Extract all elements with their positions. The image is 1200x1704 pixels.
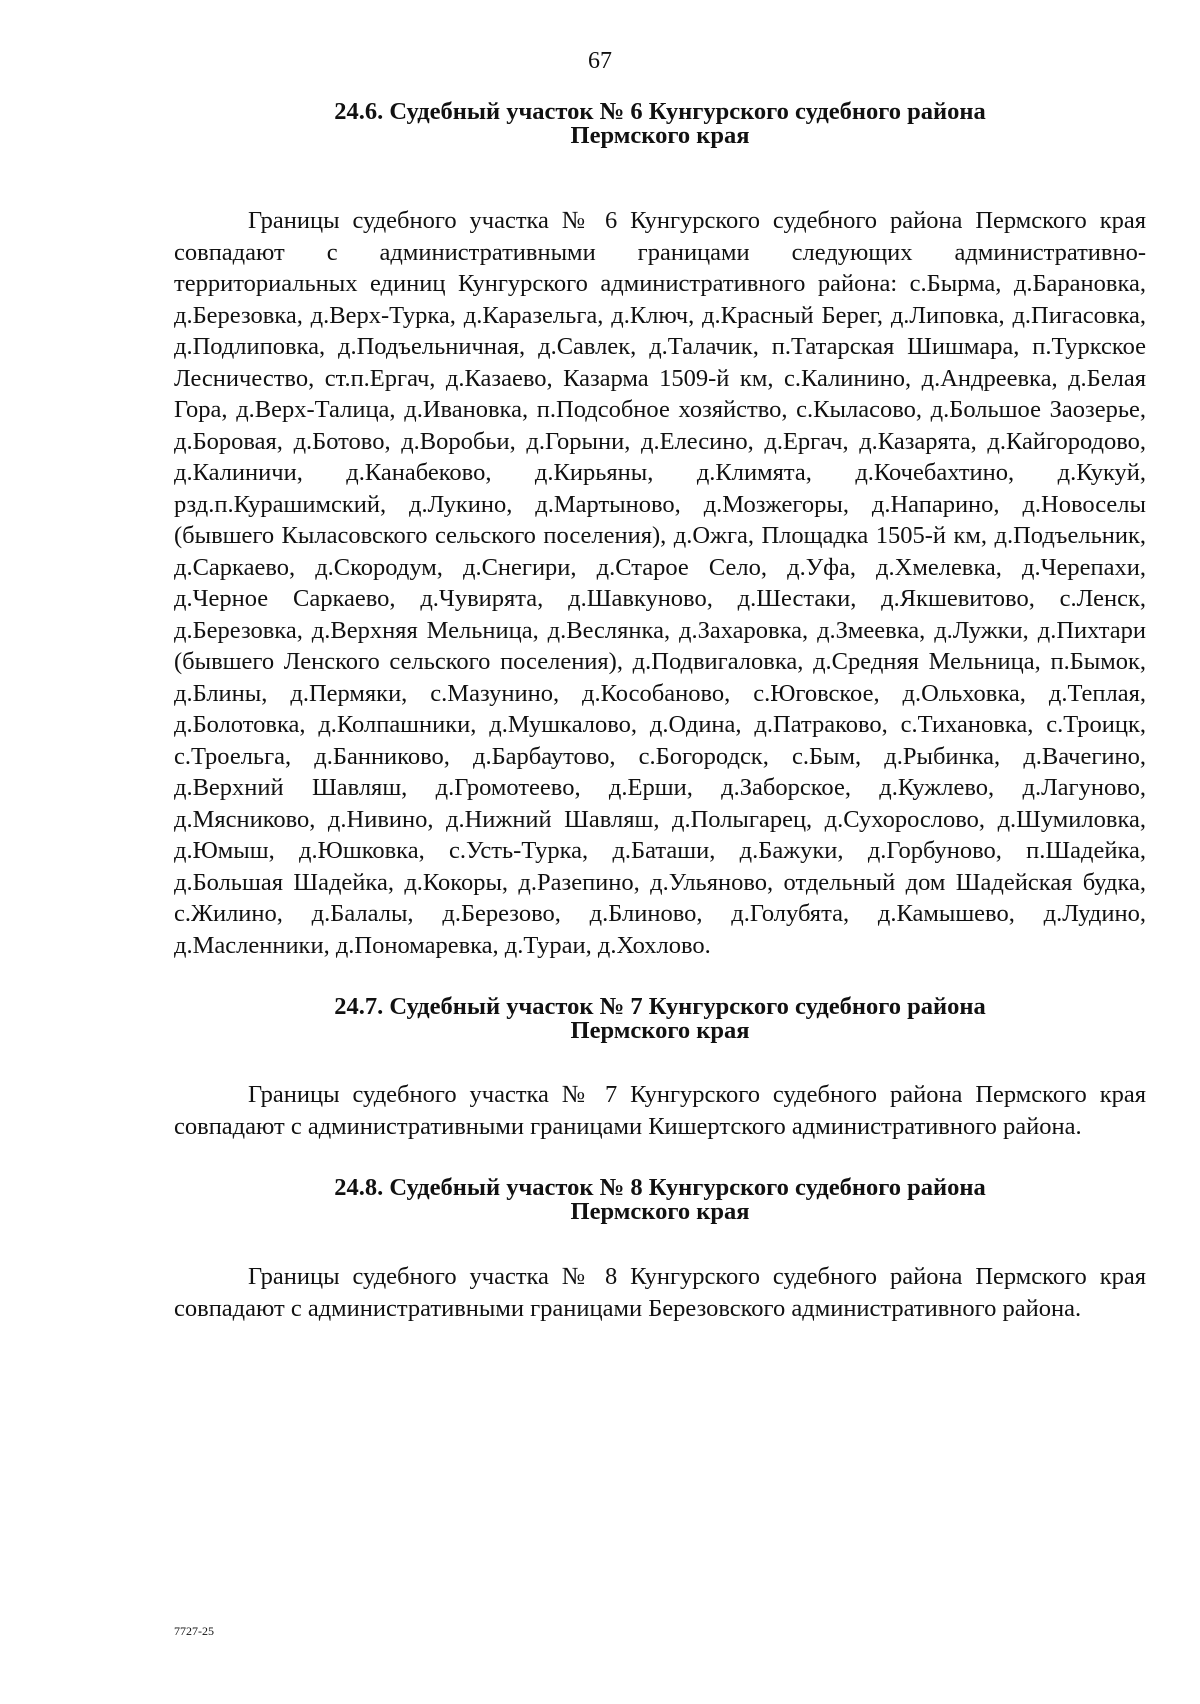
page-number: 67: [588, 48, 612, 74]
section-heading-line: 24.8. Судебный участок № 8 Кунгурского судебного района: [334, 1174, 986, 1201]
section-heading-24-6: [174, 100, 1146, 148]
section-heading-line: Пермского края: [570, 1017, 750, 1044]
section-body-24-6: Границы судебного участка № 6 Кунгурского судебного района Пермского края совпадают с административными границами следующих административно-территориальных единиц Кунгурского административного района: с.Бырма, д.Барановка, д.Березовка, д.Верх-Турка, д.Каразельга, д.Ключ, д.Красный Берег, д.Липовка, д.Пигасовка, д.Подлиповка, д.Подъельничная, д.Савлек, д.Талачик, п.Татарская Шишмара, п.Туркское Лесничество, ст.п.Ергач, д.Казаево, Казарма 1509-й км, с.Калинино, д.Андреевка, д.Белая Гора, д.Верх-Талица, д.Ивановка, п.Подсобное хозяйство, с.Кыласово, д.Большое Заозерье, д.Боровая, д.Ботово, д.Воробьи, д.Горыни, д.Елесино, д.Ергач, д.Казарята, д.Кайгородово, д.Калиничи, д.Канабеково, д.Кирьяны, д.Климята, д.Кочебахтино, д.Кукуй, рзд.п.Курашимский, д.Лукино, д.Мартыново, д.Мозжегоры, д.Напарино, д.Новоселы (бывшего Кыласовского сельского поселения), д.Ожга, Площадка 1505-й км, д.Подъельник, д.Саркаево, д.Скородум, д.Снегири, д.Старое Село, д.Уфа, д.Хмелевка, д.Черепахи, д.Черное Саркаево, д.Чувирята, д.Шавкуново, д.Шестаки, д.Якшевитово, с.Ленск, д.Березовка, д.Верхняя Мельница, д.Веслянка, д.Захаровка, д.Змеевка, д.Лужки, д.Пихтари (бывшего Ленского сельского поселения), д.Подвигаловка, д.Средняя Мельница, п.Бымок, д.Блины, д.Пермяки, с.Мазунино, д.Кособаново, с.Юговское, д.Ольховка, д.Теплая, д.Болотовка, д.Колпашники, д.Мушкалово, д.Одина, д.Патраково, с.Тихановка, с.Троицк, с.Троельга, д.Банниково, д.Барбаутово, с.Богородск, с.Бым, д.Рыбинка, д.Вачегино, д.Верхний Шавляш, д.Громотеево, д.Ерши, д.Заборское, д.Кужлево, д.Лагуново, д.Мясниково, д.Нивино, д.Нижний Шавляш, д.Полыгарец, д.Сухорослово, д.Шумиловка, д.Юмыш, д.Юшковка, с.Усть-Турка, д.Баташи, д.Бажуки, д.Горбуново, п.Шадейка, д.Большая Шадейка, д.Кокоры, д.Разепино, д.Ульяново, отдельный дом Шадейская будка, с.Жилино, д.Балалы, д.Березово, д.Блиново, д.Голубята, д.Камышево, д.Лудино, д.Масленники, д.Пономаревка, д.Тураи, д.Хохлово.: [174, 207, 1146, 959]
section-heading-line: Пермского края: [570, 1198, 750, 1225]
section-heading-line: 24.7. Судебный участок № 7 Кунгурского судебного района: [334, 993, 986, 1020]
section-heading-24-7: [174, 995, 1146, 1043]
section-heading-line: 24.6. Судебный участок № 6 Кунгурского судебного района: [334, 98, 986, 125]
document-body: [174, 100, 1146, 1324]
section-heading-24-8: [174, 1176, 1146, 1224]
section-heading-line: Пермского края: [570, 122, 750, 149]
footer-document-code: 7727-25: [174, 1624, 214, 1638]
section-body-24-7: Границы судебного участка № 7 Кунгурского судебного района Пермского края совпадают с административными границами Кишертского административного района.: [174, 1081, 1146, 1140]
section-body-24-8: Границы судебного участка № 8 Кунгурского судебного района Пермского края совпадают с административными границами Березовского административного района.: [174, 1263, 1146, 1322]
